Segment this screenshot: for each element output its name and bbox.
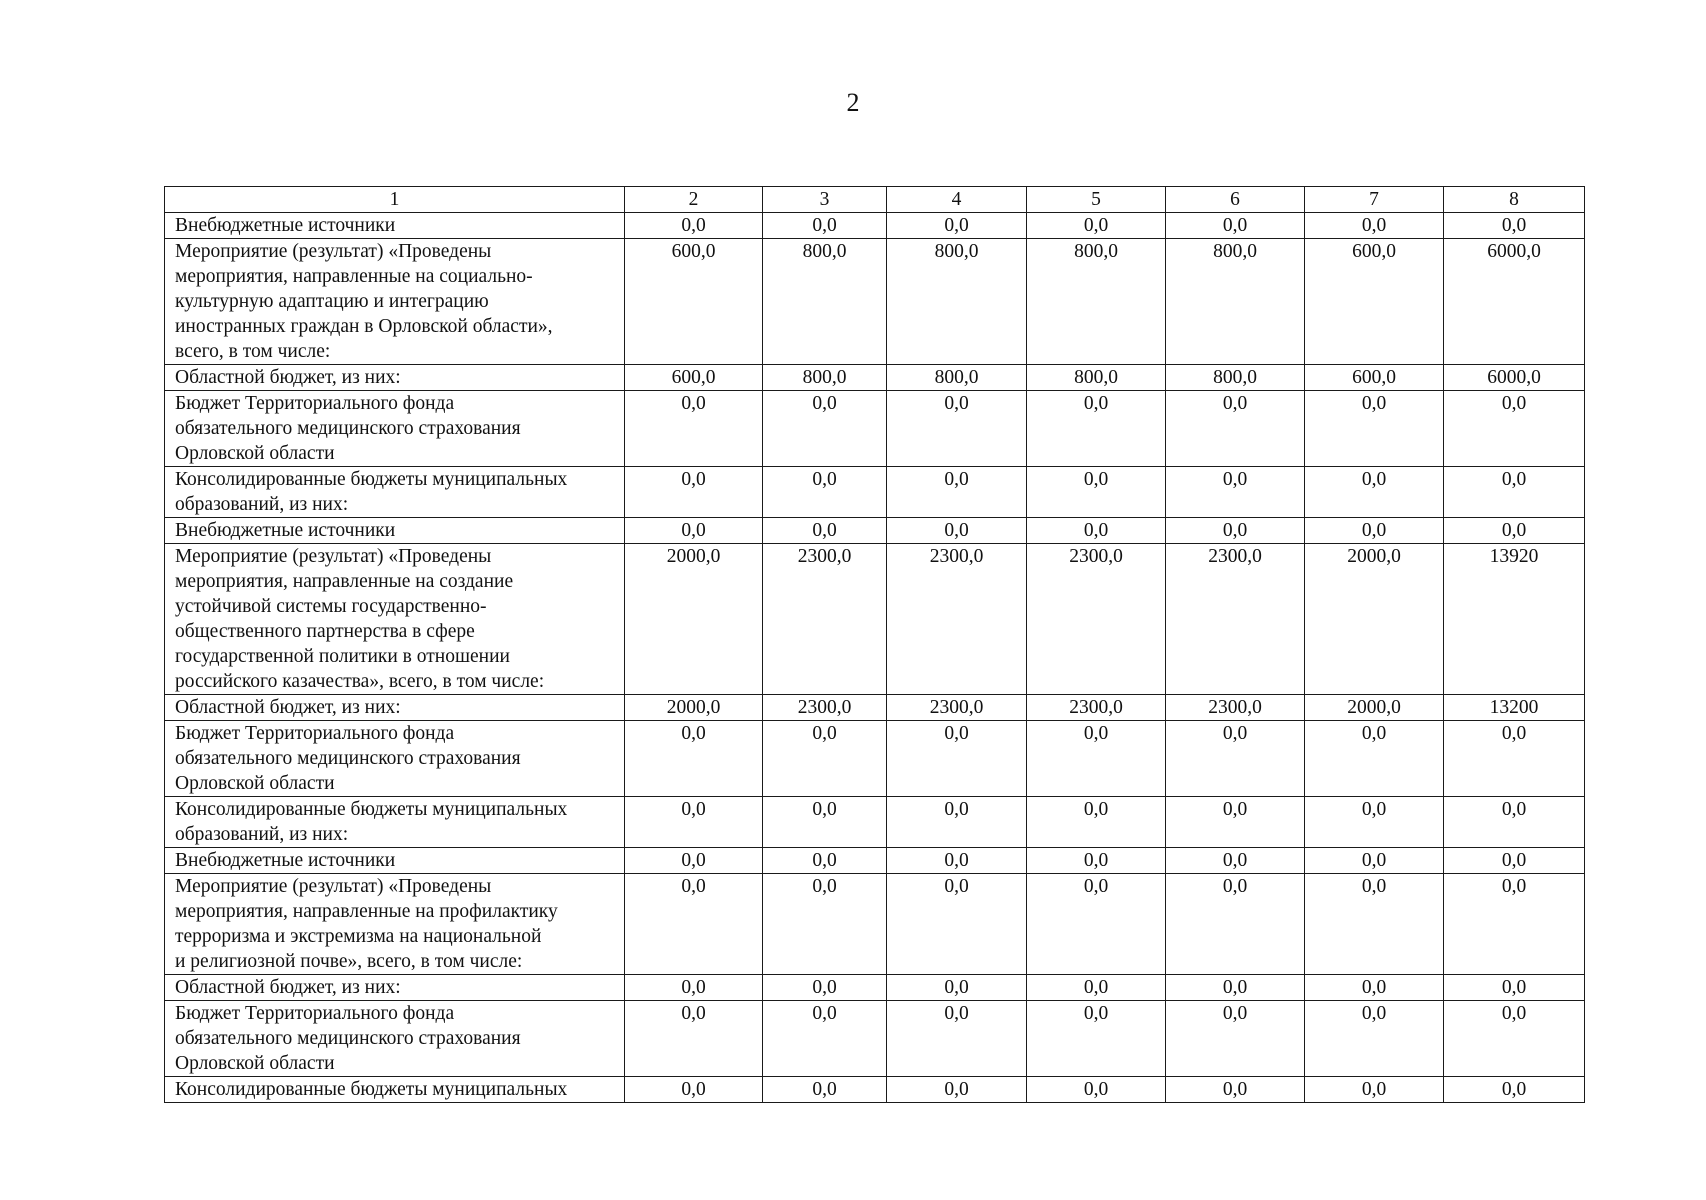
value-cell: 0,0 [625, 721, 763, 797]
value-cell: 600,0 [625, 239, 763, 365]
value-cell: 2000,0 [625, 695, 763, 721]
value-cell: 0,0 [887, 391, 1027, 467]
value-cell: 0,0 [763, 1001, 887, 1077]
row-label: Консолидированные бюджеты муниципальных образований, из них: [165, 797, 625, 848]
value-cell: 2300,0 [887, 544, 1027, 695]
row-label: Бюджет Территориального фонда обязательного медицинского страхования Орловской области [165, 1001, 625, 1077]
value-cell: 0,0 [1166, 518, 1305, 544]
table-row [165, 874, 1585, 975]
value-cell: 0,0 [1444, 874, 1585, 975]
value-cell: 2300,0 [1166, 695, 1305, 721]
column-header: 5 [1027, 187, 1166, 213]
value-cell: 13200 [1444, 695, 1585, 721]
value-cell: 0,0 [625, 467, 763, 518]
value-cell: 0,0 [625, 1077, 763, 1103]
column-header: 8 [1444, 187, 1585, 213]
value-cell: 2000,0 [625, 544, 763, 695]
value-cell: 0,0 [763, 721, 887, 797]
value-cell: 2300,0 [1027, 544, 1166, 695]
value-cell: 0,0 [1305, 797, 1444, 848]
page-number: 2 [846, 88, 860, 117]
table-body [165, 187, 1585, 1103]
value-cell: 0,0 [1027, 975, 1166, 1001]
value-cell: 0,0 [1027, 721, 1166, 797]
column-header: 2 [625, 187, 763, 213]
value-cell: 0,0 [625, 518, 763, 544]
value-cell: 0,0 [1166, 1077, 1305, 1103]
row-label: Консолидированные бюджеты муниципальных [165, 1077, 625, 1103]
column-header: 1 [165, 187, 625, 213]
row-label: Внебюджетные источники [165, 518, 625, 544]
value-cell: 0,0 [763, 467, 887, 518]
value-cell: 2300,0 [763, 695, 887, 721]
value-cell: 600,0 [625, 365, 763, 391]
column-header: 4 [887, 187, 1027, 213]
value-cell: 0,0 [1166, 975, 1305, 1001]
value-cell: 800,0 [887, 239, 1027, 365]
value-cell: 800,0 [1166, 365, 1305, 391]
table-row [165, 213, 1585, 239]
table-row [165, 391, 1585, 467]
row-label: Внебюджетные источники [165, 213, 625, 239]
value-cell: 6000,0 [1444, 239, 1585, 365]
value-cell: 0,0 [1305, 391, 1444, 467]
value-cell: 0,0 [1027, 213, 1166, 239]
value-cell: 0,0 [1305, 518, 1444, 544]
row-label: Внебюджетные источники [165, 848, 625, 874]
value-cell: 0,0 [887, 213, 1027, 239]
table-row [165, 1077, 1585, 1103]
value-cell: 0,0 [1444, 1077, 1585, 1103]
value-cell: 0,0 [763, 975, 887, 1001]
value-cell: 0,0 [625, 213, 763, 239]
table-row [165, 721, 1585, 797]
value-cell: 0,0 [1305, 213, 1444, 239]
row-label: Бюджет Территориального фонда обязательного медицинского страхования Орловской области [165, 721, 625, 797]
value-cell: 800,0 [887, 365, 1027, 391]
value-cell: 600,0 [1305, 365, 1444, 391]
row-label: Мероприятие (результат) «Проведены мероприятия, направленные на профилактику терроризма и экстремизма на национальной и религиозной почве», всего, в том числе: [165, 874, 625, 975]
budget-table [164, 186, 1585, 1103]
row-label: Мероприятие (результат) «Проведены мероприятия, направленные на социально- культурную адаптацию и интеграцию иностранных граждан в Орловской области», всего, в том числе: [165, 239, 625, 365]
value-cell: 800,0 [763, 365, 887, 391]
table-row [165, 518, 1585, 544]
value-cell: 0,0 [1305, 1077, 1444, 1103]
table-row [165, 239, 1585, 365]
value-cell: 0,0 [763, 518, 887, 544]
value-cell: 0,0 [1027, 1001, 1166, 1077]
column-header: 6 [1166, 187, 1305, 213]
value-cell: 0,0 [1305, 848, 1444, 874]
column-header: 3 [763, 187, 887, 213]
value-cell: 0,0 [625, 848, 763, 874]
value-cell: 2000,0 [1305, 695, 1444, 721]
value-cell: 0,0 [887, 975, 1027, 1001]
row-label: Областной бюджет, из них: [165, 695, 625, 721]
value-cell: 0,0 [1305, 874, 1444, 975]
value-cell: 0,0 [1444, 975, 1585, 1001]
value-cell: 0,0 [625, 1001, 763, 1077]
value-cell: 0,0 [1444, 721, 1585, 797]
value-cell: 0,0 [763, 1077, 887, 1103]
value-cell: 0,0 [625, 391, 763, 467]
value-cell: 800,0 [1166, 239, 1305, 365]
value-cell: 0,0 [1166, 874, 1305, 975]
table-row [165, 544, 1585, 695]
table-row [165, 365, 1585, 391]
row-label: Областной бюджет, из них: [165, 365, 625, 391]
value-cell: 0,0 [1444, 467, 1585, 518]
table-header-row [165, 187, 1585, 213]
value-cell: 0,0 [625, 874, 763, 975]
value-cell: 600,0 [1305, 239, 1444, 365]
value-cell: 2300,0 [763, 544, 887, 695]
table-row [165, 975, 1585, 1001]
value-cell: 0,0 [887, 1001, 1027, 1077]
value-cell: 0,0 [887, 467, 1027, 518]
value-cell: 0,0 [763, 797, 887, 848]
value-cell: 2300,0 [1027, 695, 1166, 721]
value-cell: 0,0 [625, 975, 763, 1001]
value-cell: 2300,0 [887, 695, 1027, 721]
value-cell: 0,0 [763, 391, 887, 467]
value-cell: 0,0 [1444, 1001, 1585, 1077]
value-cell: 0,0 [1027, 874, 1166, 975]
value-cell: 0,0 [1166, 721, 1305, 797]
value-cell: 0,0 [1166, 467, 1305, 518]
value-cell: 0,0 [887, 518, 1027, 544]
value-cell: 0,0 [887, 721, 1027, 797]
value-cell: 0,0 [1027, 1077, 1166, 1103]
value-cell: 0,0 [1444, 797, 1585, 848]
row-label: Бюджет Территориального фонда обязательного медицинского страхования Орловской области [165, 391, 625, 467]
value-cell: 0,0 [763, 213, 887, 239]
value-cell: 0,0 [763, 848, 887, 874]
value-cell: 2000,0 [1305, 544, 1444, 695]
value-cell: 0,0 [1166, 797, 1305, 848]
value-cell: 0,0 [1444, 848, 1585, 874]
value-cell: 0,0 [1444, 391, 1585, 467]
table-row [165, 467, 1585, 518]
column-header: 7 [1305, 187, 1444, 213]
table-row [165, 797, 1585, 848]
value-cell: 0,0 [1027, 467, 1166, 518]
value-cell: 0,0 [1444, 213, 1585, 239]
value-cell: 0,0 [1305, 1001, 1444, 1077]
value-cell: 13920 [1444, 544, 1585, 695]
value-cell: 0,0 [1305, 467, 1444, 518]
value-cell: 0,0 [887, 874, 1027, 975]
value-cell: 0,0 [1027, 518, 1166, 544]
value-cell: 2300,0 [1166, 544, 1305, 695]
value-cell: 0,0 [625, 797, 763, 848]
value-cell: 0,0 [1166, 1001, 1305, 1077]
value-cell: 800,0 [1027, 239, 1166, 365]
value-cell: 6000,0 [1444, 365, 1585, 391]
value-cell: 0,0 [1027, 848, 1166, 874]
value-cell: 0,0 [1305, 721, 1444, 797]
value-cell: 0,0 [1166, 213, 1305, 239]
row-label: Областной бюджет, из них: [165, 975, 625, 1001]
table-row [165, 848, 1585, 874]
value-cell: 0,0 [1027, 391, 1166, 467]
table-row [165, 1001, 1585, 1077]
row-label: Консолидированные бюджеты муниципальных образований, из них: [165, 467, 625, 518]
value-cell: 0,0 [887, 1077, 1027, 1103]
table-row [165, 695, 1585, 721]
value-cell: 0,0 [887, 848, 1027, 874]
value-cell: 0,0 [763, 874, 887, 975]
row-label: Мероприятие (результат) «Проведены мероприятия, направленные на создание устойчивой системы государственно- общественного партнерства в сфере государственной политики в отношении российского казачества», всего, в том числе: [165, 544, 625, 695]
value-cell: 0,0 [1166, 391, 1305, 467]
value-cell: 0,0 [887, 797, 1027, 848]
value-cell: 800,0 [763, 239, 887, 365]
value-cell: 0,0 [1305, 975, 1444, 1001]
value-cell: 0,0 [1027, 797, 1166, 848]
value-cell: 800,0 [1027, 365, 1166, 391]
value-cell: 0,0 [1166, 848, 1305, 874]
value-cell: 0,0 [1444, 518, 1585, 544]
